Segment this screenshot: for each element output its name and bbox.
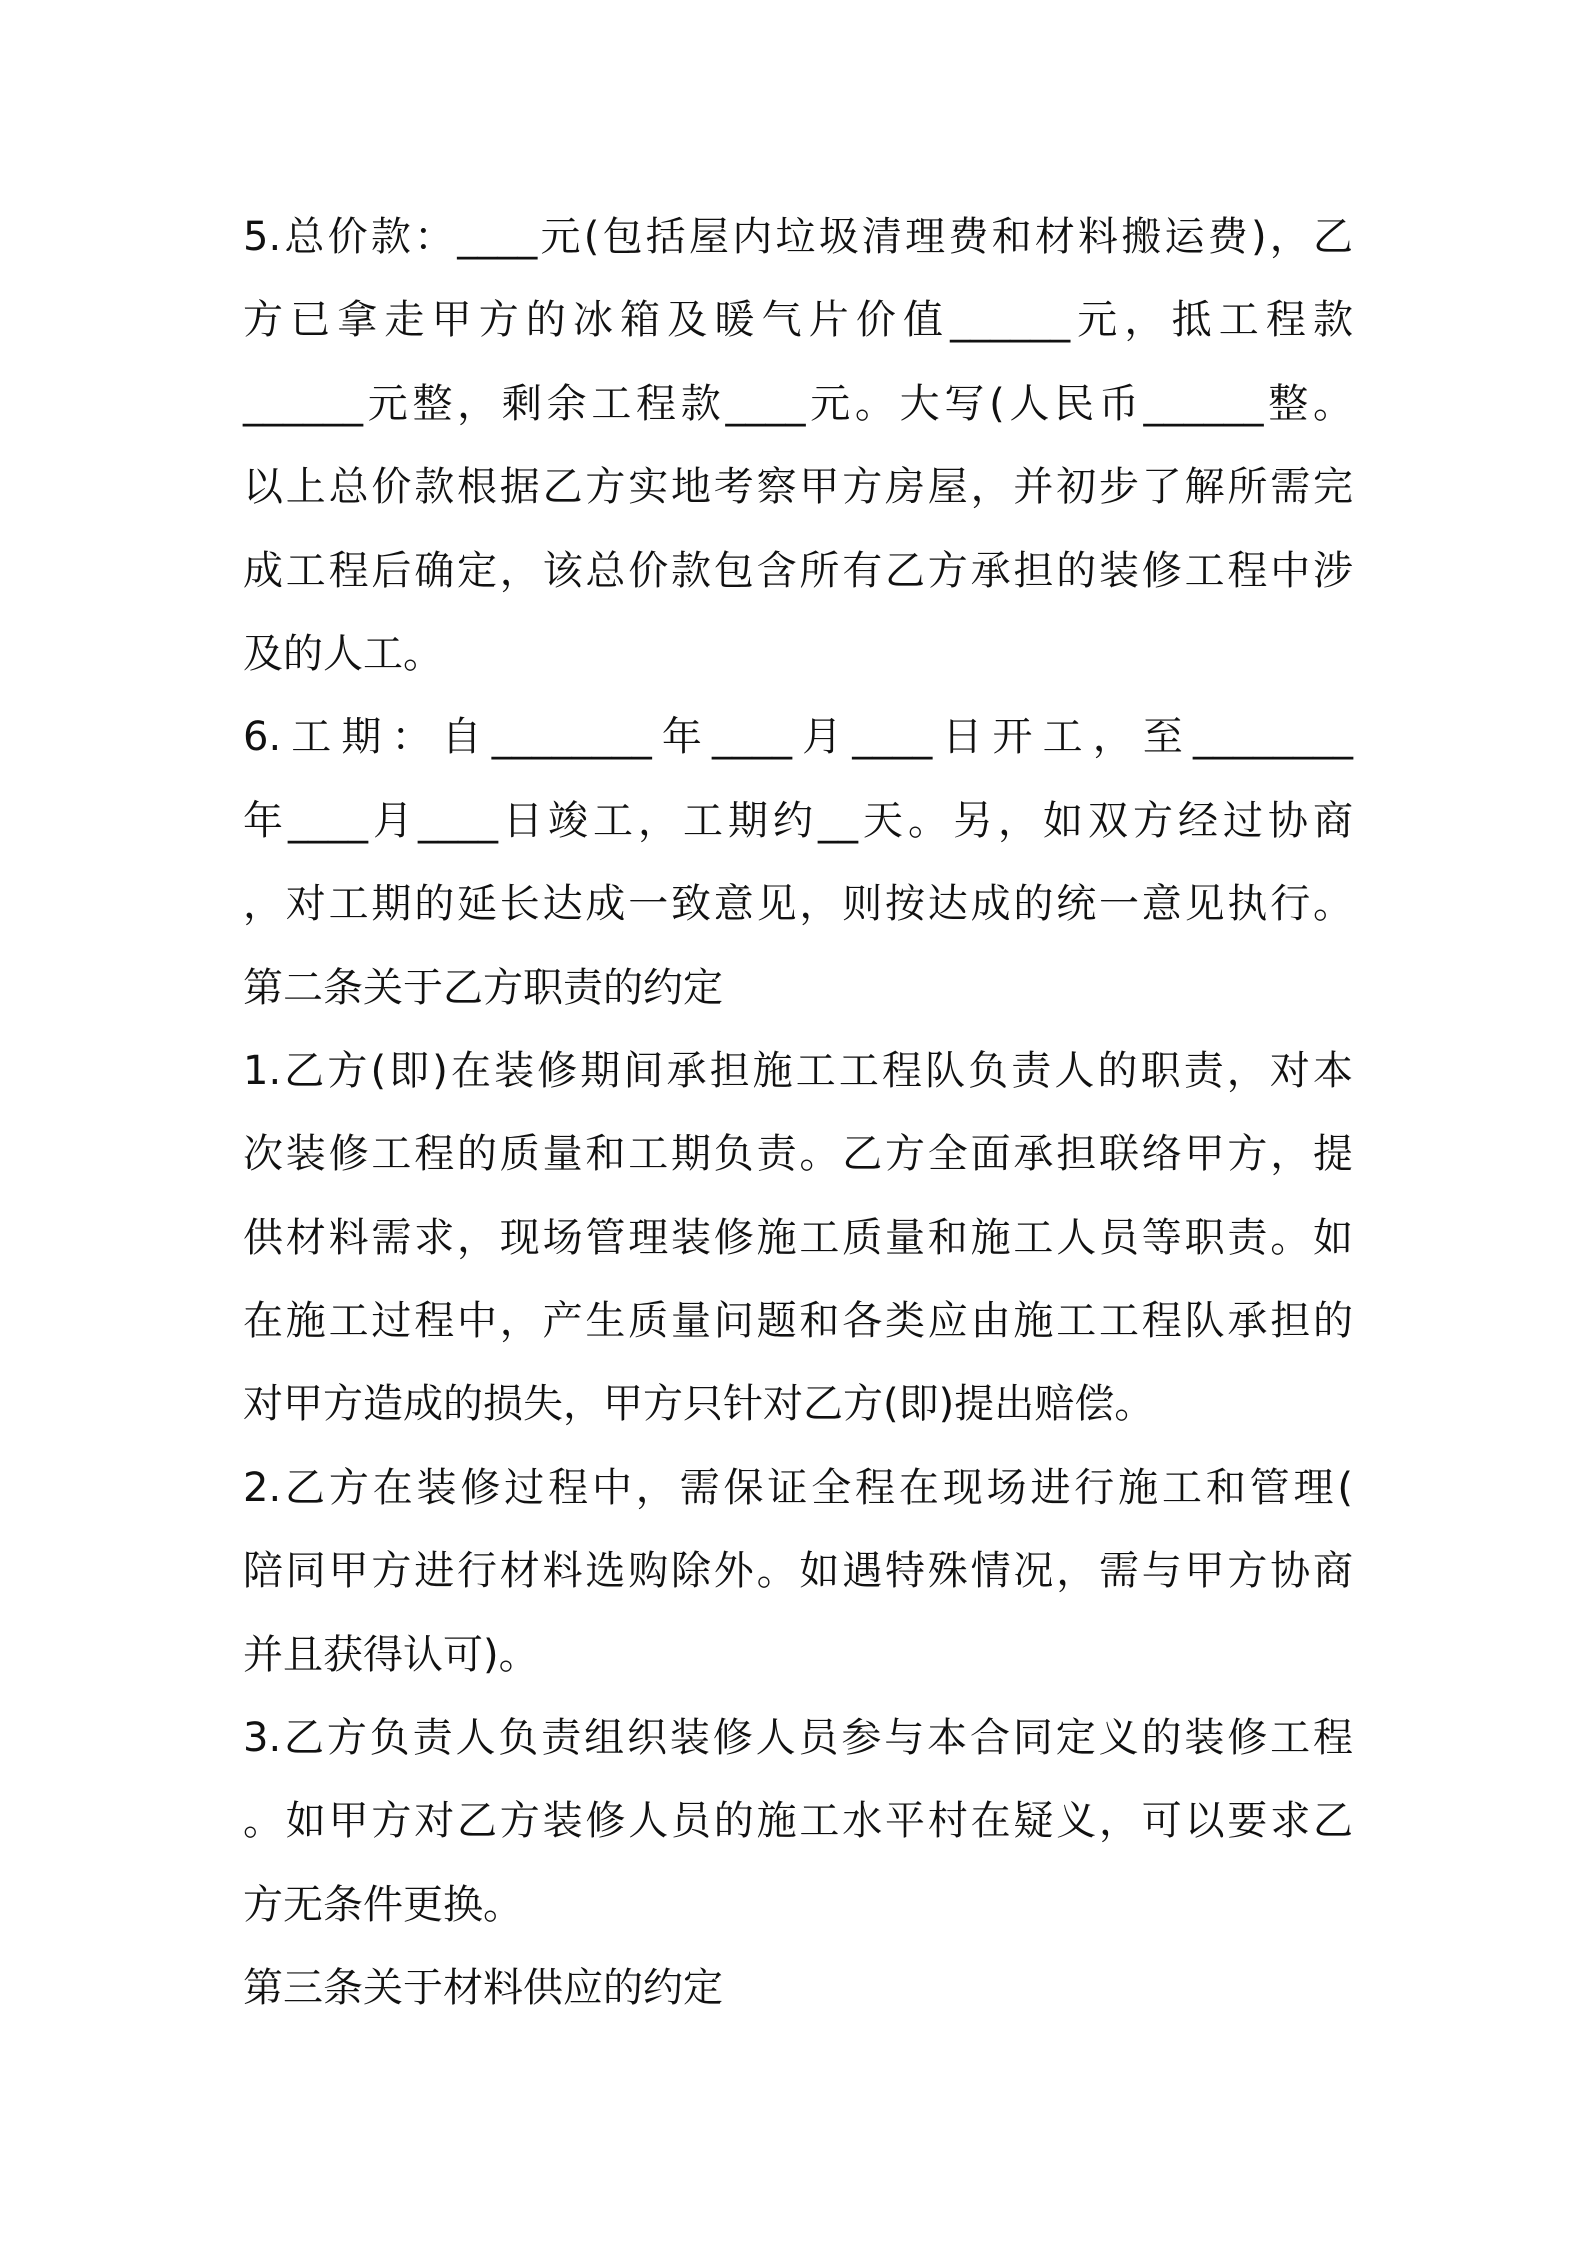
paragraph-5-line-1: 5.总价款：____元(包括屋内垃圾清理费和材料搬运费)，乙 [243,214,1353,260]
clause-2-3-line-2: 。如甲方对乙方装修人员的施工水平村在疑义，可以要求乙 [243,1798,1353,1845]
clause-2-2-line-2: 陪同甲方进行材料选购除外。如遇特殊情况，需与甲方协商 [243,1548,1353,1595]
section-heading-article-2: 第二条关于乙方职责的约定 [243,964,723,1011]
clause-2-1-line-1: 1.乙方(即)在装修期间承担施工工程队负责人的职责，对本 [243,1047,1353,1094]
paragraph-5-line-4: 以上总价款根据乙方实地考察甲方房屋，并初步了解所需完 [243,464,1353,511]
clause-2-3-line-3: 方无条件更换。 [243,1881,523,1928]
paragraph-5-line-5: 成工程后确定，该总价款包含所有乙方承担的装修工程中涉 [243,547,1353,594]
clause-2-1-line-4: 在施工过程中，产生质量问题和各类应由施工工程队承担的 [243,1298,1353,1345]
paragraph-5-line-6: 及的人工。 [243,630,443,677]
clause-2-1-line-5: 对甲方造成的损失，甲方只针对乙方(即)提出赔偿。 [243,1381,1155,1428]
paragraph-6-line-2: 年____月____日竣工，工期约__天。另，如双方经过协商 [243,797,1353,844]
clause-2-1-line-3: 供材料需求，现场管理装修施工质量和施工人员等职责。如 [243,1214,1353,1261]
clause-2-3-line-1: 3.乙方负责人负责组织装修人员参与本合同定义的装修工程 [243,1715,1353,1762]
clause-2-2-line-1: 2.乙方在装修过程中，需保证全程在现场进行施工和管理( [243,1464,1353,1511]
clause-2-2-line-3: 并且获得认可)。 [243,1631,539,1678]
section-heading-article-3: 第三条关于材料供应的约定 [243,1965,723,2012]
contract-text [243,196,1353,2031]
clause-2-1-line-2: 次装修工程的质量和工期负责。乙方全面承担联络甲方，提 [243,1131,1353,1178]
paragraph-6-line-3: ，对工期的延长达成一致意见，则按达成的统一意见执行。 [243,881,1353,928]
paragraph-6-line-1: 6.工期：自________年____月____日开工，至________ [243,714,1353,761]
paragraph-5-line-2: 方已拿走甲方的冰箱及暖气片价值______元，抵工程款 [243,297,1353,344]
paragraph-5-line-3: ______元整，剩余工程款____元。大写(人民币______整。 [243,380,1353,427]
